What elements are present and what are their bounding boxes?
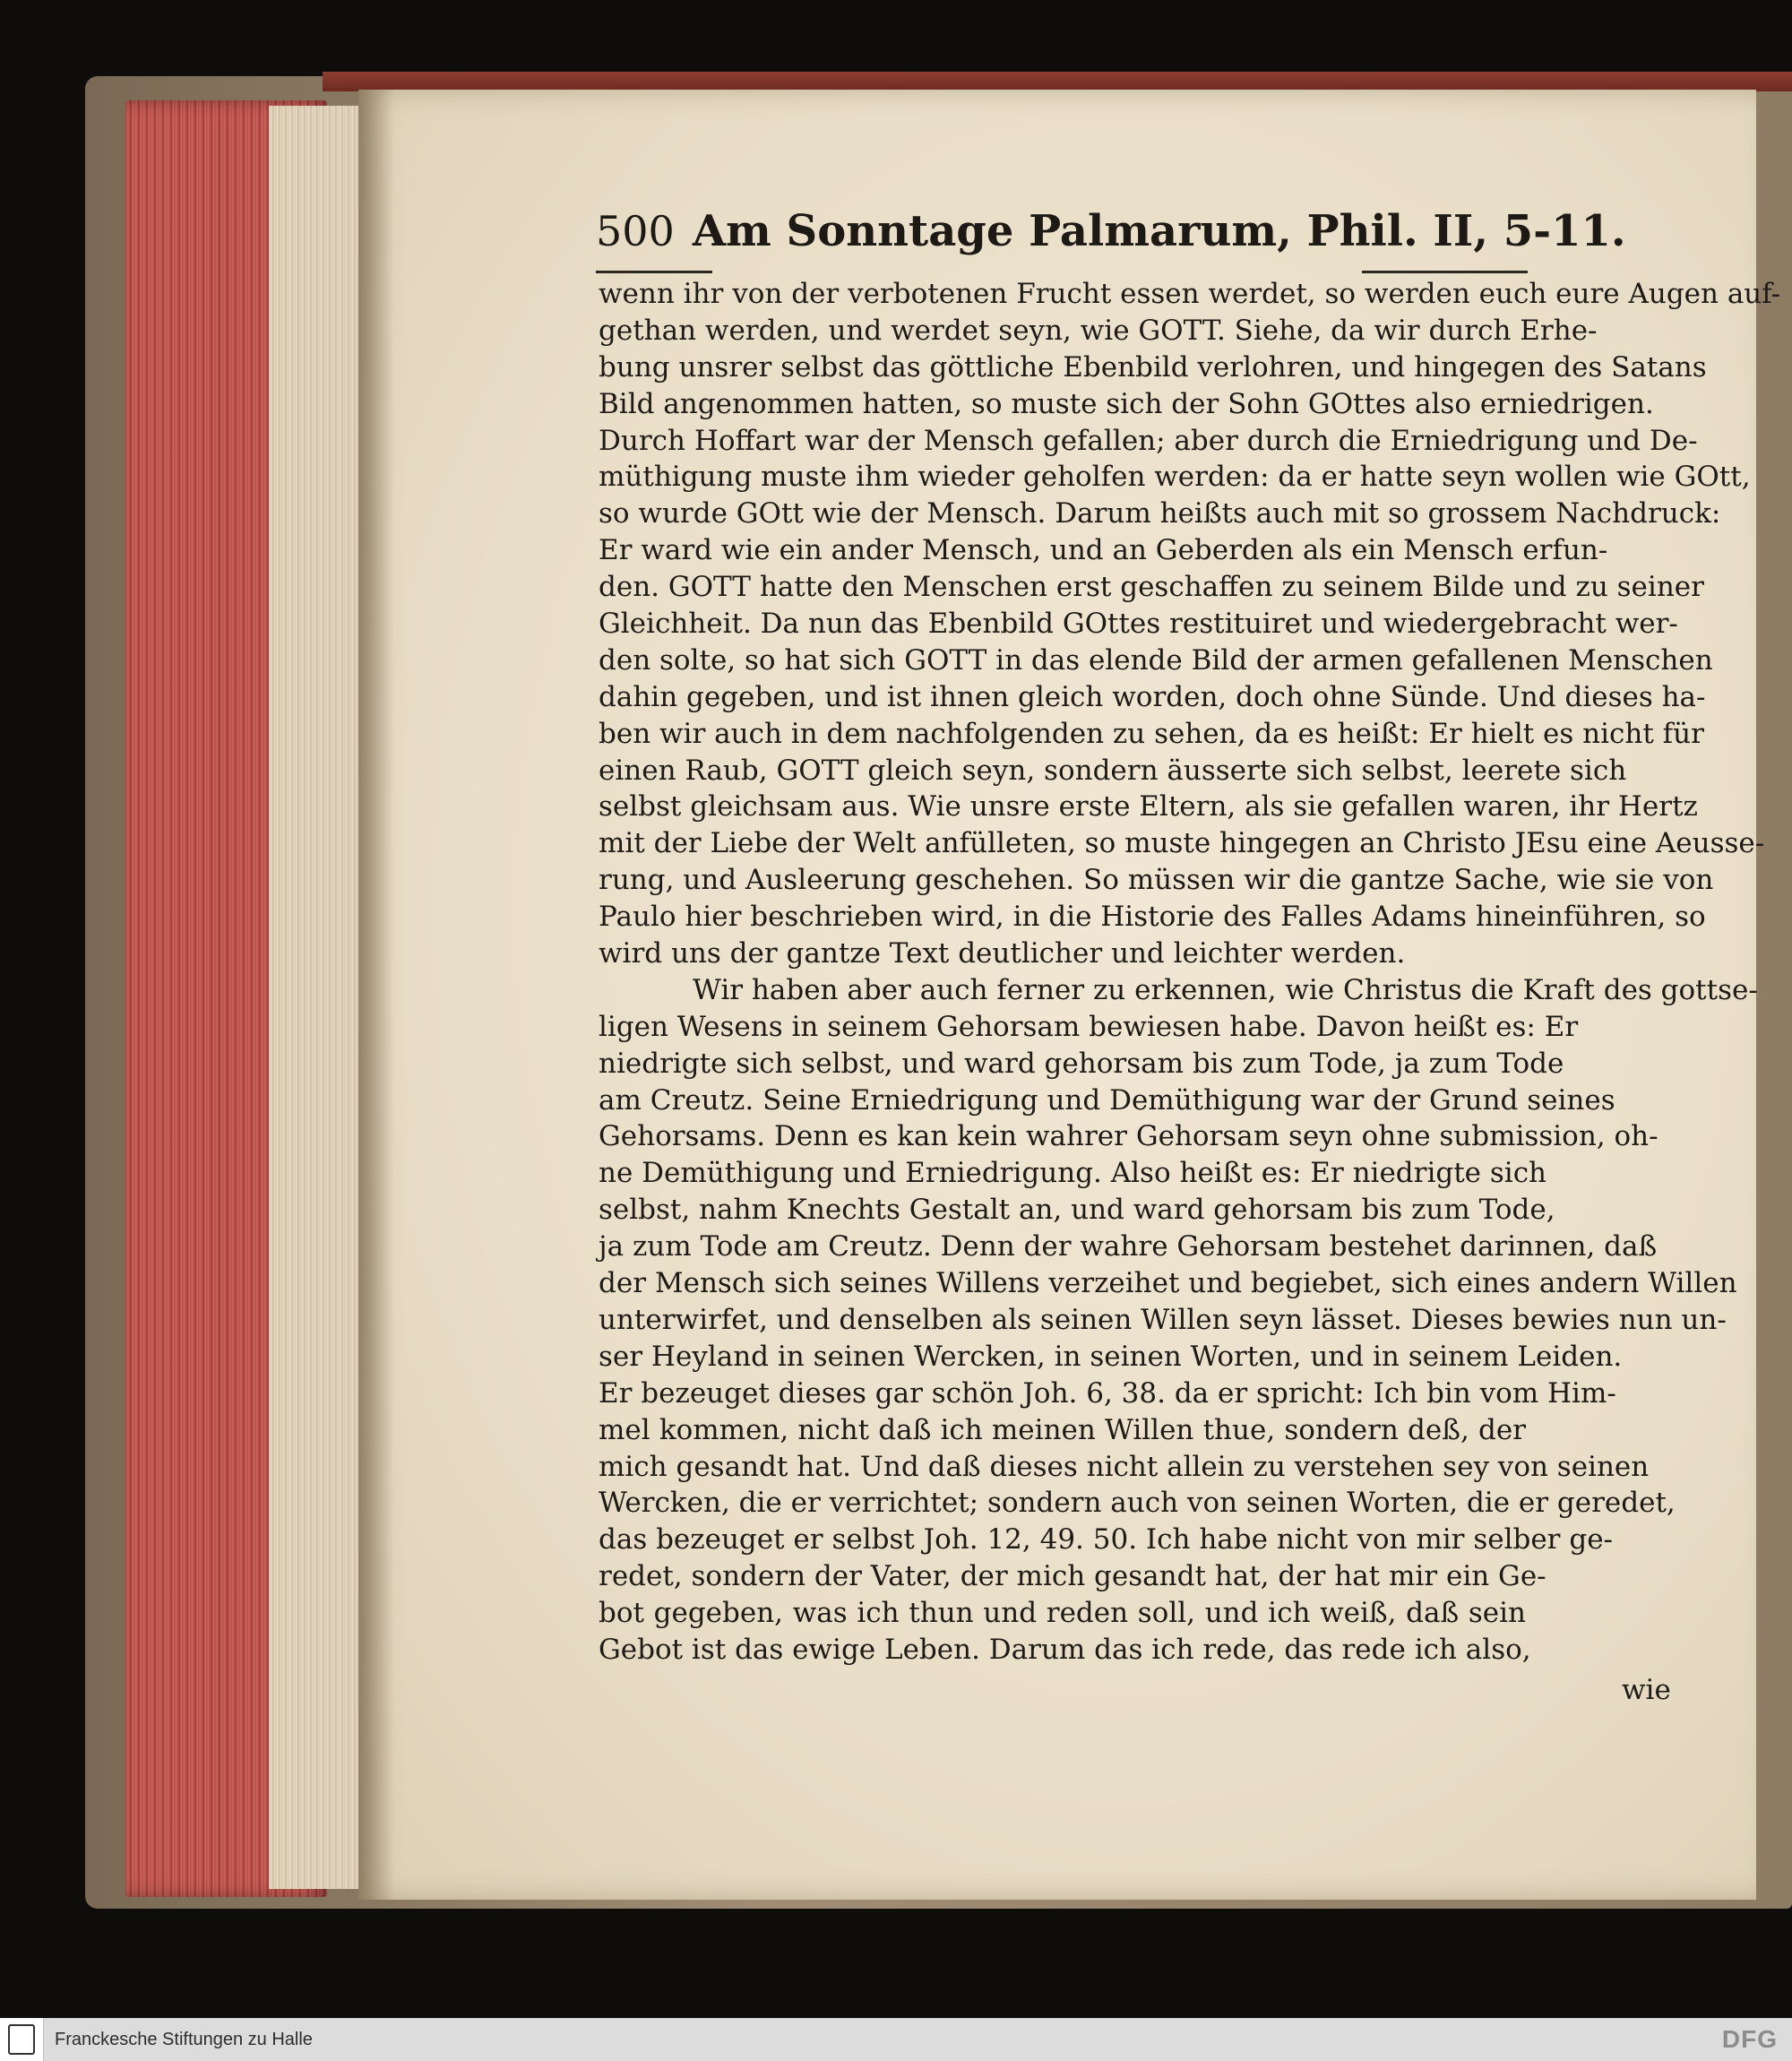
page-number: 500: [596, 207, 675, 255]
dfg-badge: DFG: [1721, 2025, 1778, 2053]
text-line: der Mensch sich seines Willens verzeihet und begiebet, sich eines andern Willen: [599, 1267, 1737, 1300]
text-line: niedrigte sich selbst, und ward gehorsam bis zum Tode, ja zum Tode: [599, 1047, 1564, 1080]
text-line: ser Heyland in seinen Wercken, in seinen Worten, und in seinem Leiden.: [599, 1340, 1623, 1373]
text-line: so wurde GOtt wie der Mensch. Darum heißts auch mit so grossem Nachdruck:: [599, 497, 1721, 530]
text-line: selbst gleichsam aus. Wie unsre erste Eltern, als sie gefallen waren, ihr Hertz: [599, 790, 1698, 824]
text-line: den solte, so hat sich GOTT in das elende Bild der armen gefallenen Menschen: [599, 643, 1713, 677]
text-line: am Creutz. Seine Erniedrigung und Demüthigung war der Grund seines: [599, 1083, 1615, 1117]
institution-name: Franckesche Stiftungen zu Halle: [55, 2029, 313, 2049]
text-line: Gleichheit. Da nun das Ebenbild GOttes restituiret und wiedergebracht wer-: [599, 608, 1678, 641]
text-line: Wir haben aber auch ferner zu erkennen, wie Christus die Kraft des gottse-: [693, 973, 1758, 1006]
text-line: den. GOTT hatte den Menschen erst geschaffen zu seinem Bilde und zu seiner: [599, 571, 1704, 604]
text-line: Er bezeuget dieses gar schön Joh. 6, 38. da er spricht: Ich bin vom Him-: [599, 1376, 1616, 1410]
catchword: wie: [1622, 1674, 1671, 1706]
text-line: ja zum Tode am Creutz. Denn der wahre Gehorsam bestehet darinnen, daß: [599, 1230, 1658, 1263]
text-line: dahin gegeben, und ist ihnen gleich worden, doch ohne Sünde. Und dieses ha-: [599, 680, 1706, 713]
text-line: mich gesandt hat. Und daß dieses nicht allein zu verstehen sey von seinen: [599, 1450, 1650, 1483]
text-line: selbst, nahm Knechts Gestalt an, und ward gehorsam bis zum Tode,: [599, 1194, 1555, 1227]
text-line: Gehorsams. Denn es kan kein wahrer Gehorsam seyn ohne submission, oh-: [599, 1120, 1658, 1153]
book-cover-top-edge: [323, 72, 1792, 91]
header-rule-left: [596, 271, 712, 273]
text-line: müthigung muste ihm wieder geholfen werden: da er hatte seyn wollen wie GOtt,: [599, 461, 1751, 494]
body-text: [599, 276, 1781, 1669]
page-stack-edges: [269, 106, 372, 1889]
text-line: ne Demüthigung und Erniedrigung. Also heißt es: Er niedrigte sich: [599, 1157, 1547, 1190]
footer-bar: [0, 2018, 1792, 2061]
text-line: Paulo hier beschrieben wird, in die Historie des Falles Adams hineinführen, so: [599, 901, 1706, 934]
text-line: redet, sondern der Vater, der mich gesandt hat, der hat mir ein Ge-: [599, 1560, 1546, 1593]
header-rule-right: [1362, 271, 1528, 273]
text-line: wenn ihr von der verbotenen Frucht essen werdet, so werden euch eure Augen auf-: [599, 278, 1781, 310]
page-gutter-shadow: [358, 90, 394, 1900]
text-line: mit der Liebe der Welt anfülleten, so muste hingegen an Christo JEsu eine Aeusse-: [599, 827, 1765, 860]
text-line: einen Raub, GOTT gleich seyn, sondern äusserte sich selbst, leerete sich: [599, 754, 1627, 787]
text-line: Gebot ist das ewige Leben. Darum das ich rede, das rede ich also,: [599, 1633, 1531, 1666]
text-line: ben wir auch in dem nachfolgenden zu sehen, da es heißt: Er hielt es nicht für: [599, 717, 1704, 750]
institution-logo-icon[interactable]: [0, 2018, 44, 2061]
text-line: Er ward wie ein ander Mensch, und an Geberden als ein Mensch erfun-: [599, 534, 1608, 567]
running-head: [596, 206, 1626, 269]
text-line: bung unsrer selbst das göttliche Ebenbild verlohren, und hingegen des Satans: [599, 350, 1707, 384]
text-line: Wercken, die er verrichtet; sondern auch von seinen Worten, die er geredet,: [599, 1487, 1676, 1520]
text-line: mel kommen, nicht daß ich meinen Willen thue, sondern deß, der: [599, 1413, 1526, 1446]
text-line: das bezeuget er selbst Joh. 12, 49. 50. Ich habe nicht von mir selber ge-: [599, 1523, 1614, 1557]
text-line: wird uns der gantze Text deutlicher und leichter werden.: [599, 937, 1406, 970]
text-line: bot gegeben, was ich thun und reden soll, und ich weiß, daß sein: [599, 1597, 1526, 1630]
text-line: Durch Hoffart war der Mensch gefallen; aber durch die Erniedrigung und De-: [599, 424, 1698, 457]
text-line: unterwirfet, und denselben als seinen Willen seyn lässet. Dieses bewies nun un-: [599, 1303, 1727, 1336]
text-line: gethan werden, und werdet seyn, wie GOTT. Siehe, da wir durch Erhe-: [599, 314, 1598, 347]
text-line: Bild angenommen hatten, so muste sich der Sohn GOttes also erniedrigen.: [599, 387, 1654, 420]
text-line: ligen Wesens in seinem Gehorsam bewiesen habe. Davon heißt es: Er: [599, 1010, 1579, 1043]
running-head-title: Am Sonntage Palmarum, Phil. II, 5-11.: [692, 206, 1626, 256]
text-line: rung, und Ausleerung geschehen. So müssen wir die gantze Sache, wie sie von: [599, 864, 1714, 897]
